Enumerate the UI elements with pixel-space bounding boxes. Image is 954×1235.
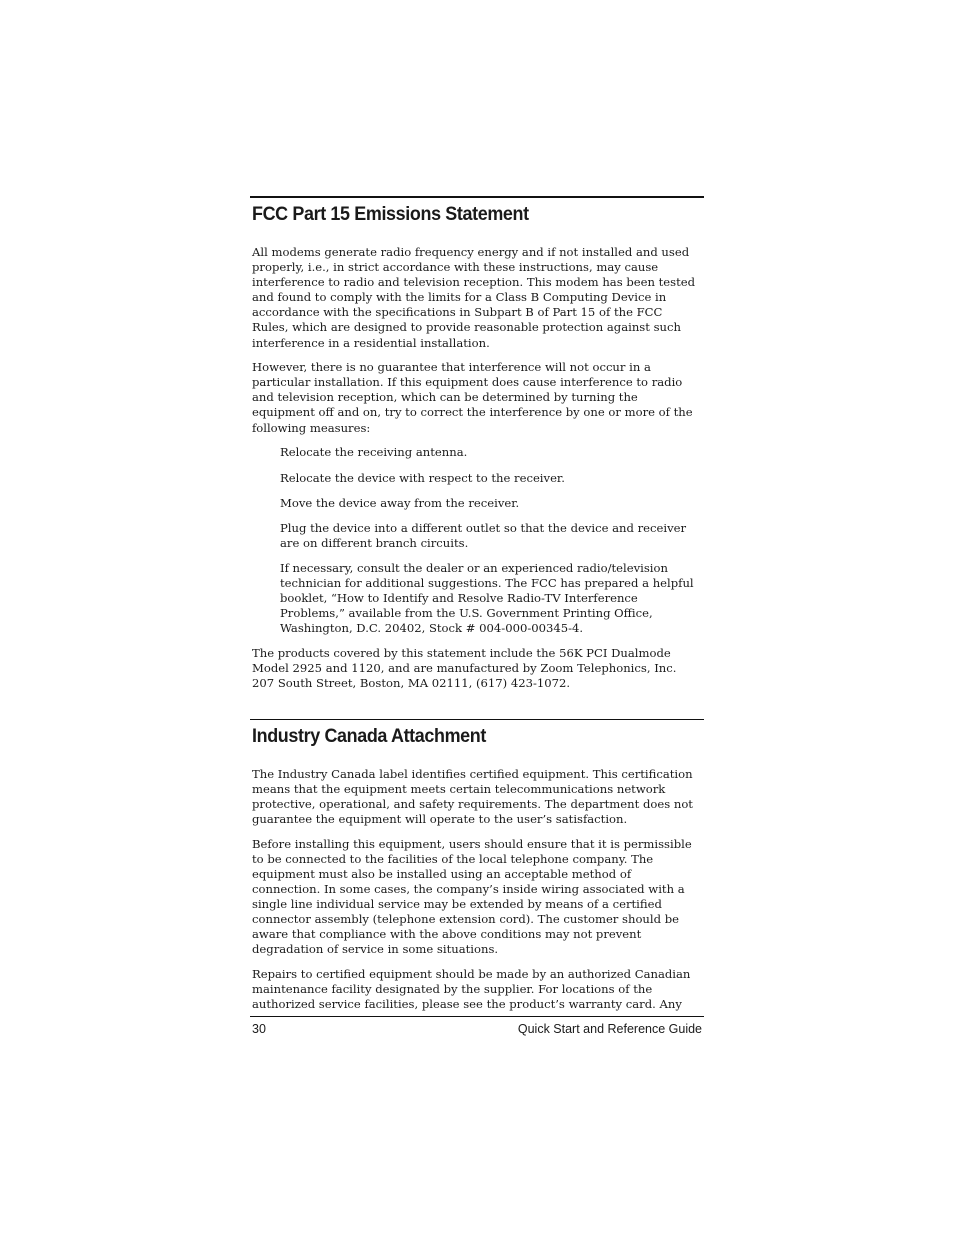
guide-title: Quick Start and Reference Guide	[517, 1022, 702, 1036]
section-rule-fcc	[250, 196, 704, 198]
page-footer	[252, 1022, 702, 1036]
page-number: 30	[252, 1022, 266, 1036]
measure-item: If necessary, consult the dealer or an experienced radio/television technician for additional suggestions. The FCC has prepared a helpful booklet, “How to Identify and Resolve Radio-TV Interference Problems,” available from the U.S. Government Printing Office, Washington, D.C. 20402, Stock # 004-000-00345-4.	[280, 561, 694, 636]
fcc-heading: FCC Part 15 Emissions Statement	[252, 203, 529, 225]
page-content	[250, 196, 704, 1022]
fcc-paragraph-3: The products covered by this statement include the 56K PCI Dualmode Model 2925 and 1120, and are manufactured by Zoom Telephonics, Inc. 207 South Street, Boston, MA 02111, (617) 423-1072.	[252, 645, 677, 690]
fcc-paragraph-1: All modems generate radio frequency energy and if not installed and used properly, i.e., in strict accordance with these instructions, may cause interference to radio and television reception. This modem has been tested and found to comply with the limits for a Class B Computing Device in accordance with the specifications in Subpart B of Part 15 of the FCC Rules, which are designed to provide reasonable protection against such interference in a residential installation.	[252, 245, 696, 350]
measure-item: Relocate the device with respect to the receiver.	[280, 470, 565, 485]
canada-section-body	[252, 767, 702, 1012]
measure-item: Relocate the receiving antenna.	[280, 444, 468, 459]
canada-paragraph-3: Repairs to certified equipment should be made by an authorized Canadian maintenance facility designated by the supplier. For locations of the authorized service facilities, please see the product’s warranty card. Any	[252, 966, 691, 1012]
canada-heading: Industry Canada Attachment	[252, 724, 486, 747]
footer-rule	[250, 1016, 704, 1017]
section-rule-canada	[250, 719, 704, 720]
canada-paragraph-2: Before installing this equipment, users should ensure that it is permissible to be connected to the facilities of the local telephone company. The equipment must also be installed using an acceptable method of connection. In some cases, the company’s inside wiring associated with a single line individual service may be extended by means of a certified connector assembly (telephone extension cord). The customer should be aware that compliance with the above conditions may not prevent degradation of service in some situations.	[252, 836, 692, 957]
canada-paragraph-1: The Industry Canada label identifies certified equipment. This certification means that the equipment meets certain telecommunications network protective, operational, and safety requirements. The department does not guarantee the equipment will operate to the user’s satisfaction.	[252, 766, 693, 827]
fcc-section-body	[252, 245, 702, 691]
measure-item: Plug the device into a different outlet so that the device and receiver are on different branch circuits.	[280, 520, 687, 550]
fcc-paragraph-2: However, there is no guarantee that interference will not occur in a particular installation. If this equipment does cause interference to radio and television reception, which can be determined by turning the equipment off and on, try to correct the interference by one or more of the following measures:	[252, 360, 693, 435]
measure-item: Move the device away from the receiver.	[280, 495, 520, 510]
